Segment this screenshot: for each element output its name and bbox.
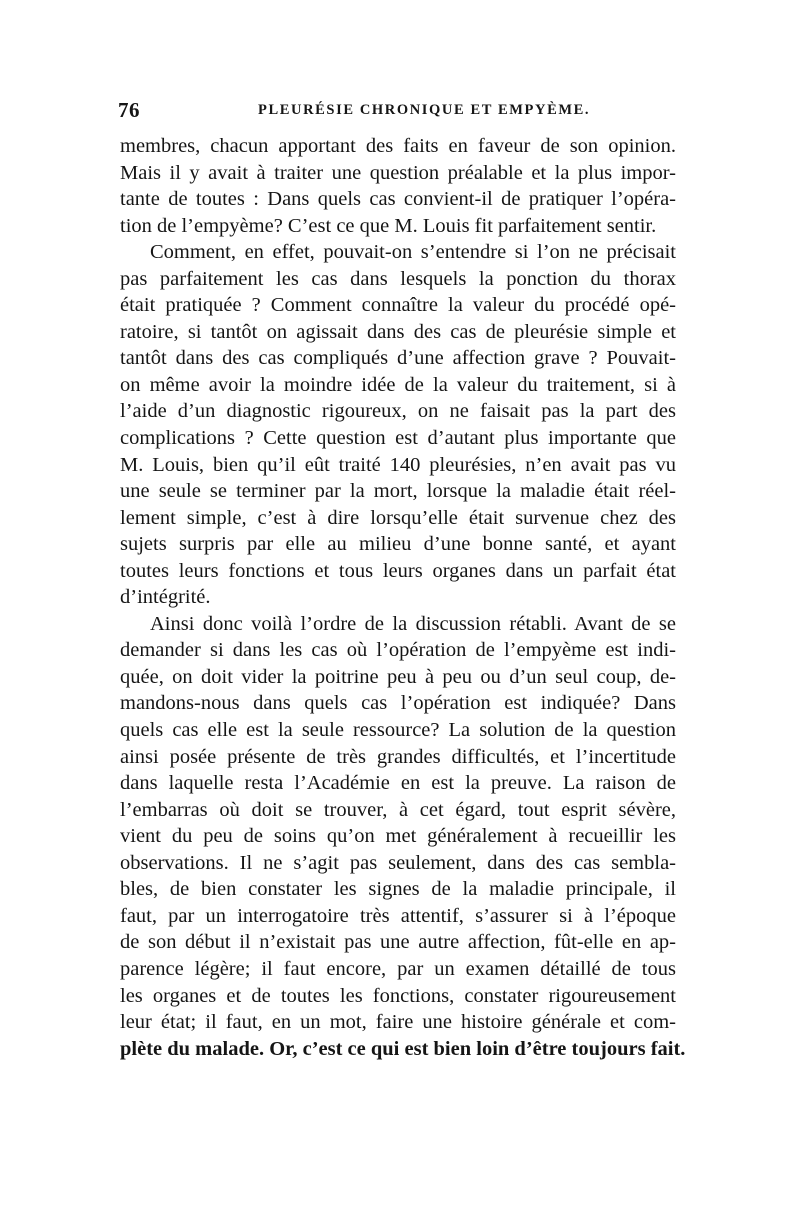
text-line: tante de toutes : Dans quels cas convient-il de pratiquer l’opéra- [120,188,676,211]
text-line: était pratiquée ? Comment connaître la valeur du procédé opé- [120,294,676,317]
text-line: bles, de bien constater les signes de la maladie principale, il [120,878,676,901]
text-line: pas parfaitement les cas dans lesquels la ponction du thorax [120,267,676,290]
text-line: dans laquelle resta l’Académie en est la preuve. La raison de [120,772,676,795]
text-line: membres, chacun apportant des faits en faveur de son opinion. [120,135,676,157]
text-line: observations. Il ne s’agit pas seulement, dans des cas sembla- [120,851,676,874]
text-line: demander si dans les cas où l’opération de l’empyème est indi- [120,639,676,662]
text-line: tantôt dans des cas compliqués d’une affection grave ? Pouvait- [120,347,676,370]
text-line: M. Louis, bien qu’il eût traité 140 pleurésies, n’en avait pas vu [120,453,676,476]
text-line: plète du malade. Or, c’est ce qui est bien loin d’être toujours fait. [120,1037,686,1060]
text-line: une seule se terminer par la mort, lorsque la maladie était réel- [120,480,676,503]
text-line: parence légère; il faut encore, par un examen détaillé de tous [120,957,676,980]
text-line: lement simple, c’est à dire lorsqu’elle était survenue chez des [120,506,676,529]
body-text [120,133,686,1062]
text-line: ainsi posée présente de très grandes difficultés, et l’incertitude [120,745,676,768]
text-line: Mais il y avait à traiter une question préalable et la plus impor- [120,161,676,184]
page-number: 76 [118,98,140,122]
text-line: quels cas elle est la seule ressource? La solution de la question [120,719,676,742]
text-line: quée, on doit vider la poitrine peu à peu ou d’un seul coup, de- [120,665,676,688]
text-line: tion de l’empyème? C’est ce que M. Louis fit parfaitement sentir. [120,214,657,237]
text-line: d’intégrité. [120,586,211,609]
text-line: leur état; il faut, en un mot, faire une histoire générale et com- [120,1011,676,1034]
text-line: mandons-nous dans quels cas l’opération est indiquée? Dans [120,692,676,715]
text-line: de son début il n’existait pas une autre affection, fût-elle en ap- [120,931,676,954]
text-line: faut, par un interrogatoire très attentif, s’assurer si à l’époque [120,904,676,927]
text-line: Ainsi donc voilà l’ordre de la discussion rétabli. Avant de se [150,612,676,635]
text-line: les organes et de toutes les fonctions, constater rigoureusement [120,984,676,1007]
text-line: l’aide d’un diagnostic rigoureux, on ne faisait pas la part des [120,400,676,423]
text-line: toutes leurs fonctions et tous leurs organes dans un parfait état [120,559,676,582]
running-head [118,98,678,128]
text-line: sujets surpris par elle au milieu d’une bonne santé, et ayant [120,533,676,556]
text-line: vient du peu de soins qu’on met généralement à recueillir les [120,825,676,848]
text-line: on même avoir la moindre idée de la valeur du traitement, si à [120,373,676,396]
running-title: PLEURÉSIE CHRONIQUE ET EMPYÈME. [258,102,591,118]
text-line: ratoire, si tantôt on agissait dans des cas de pleurésie simple et [120,320,676,343]
text-line: Comment, en effet, pouvait-on s’entendre si l’on ne précisait [150,241,676,264]
text-line: complications ? Cette question est d’autant plus importante que [120,427,676,450]
text-line: l’embarras où doit se trouver, à cet égard, tout esprit sévère, [120,798,676,821]
